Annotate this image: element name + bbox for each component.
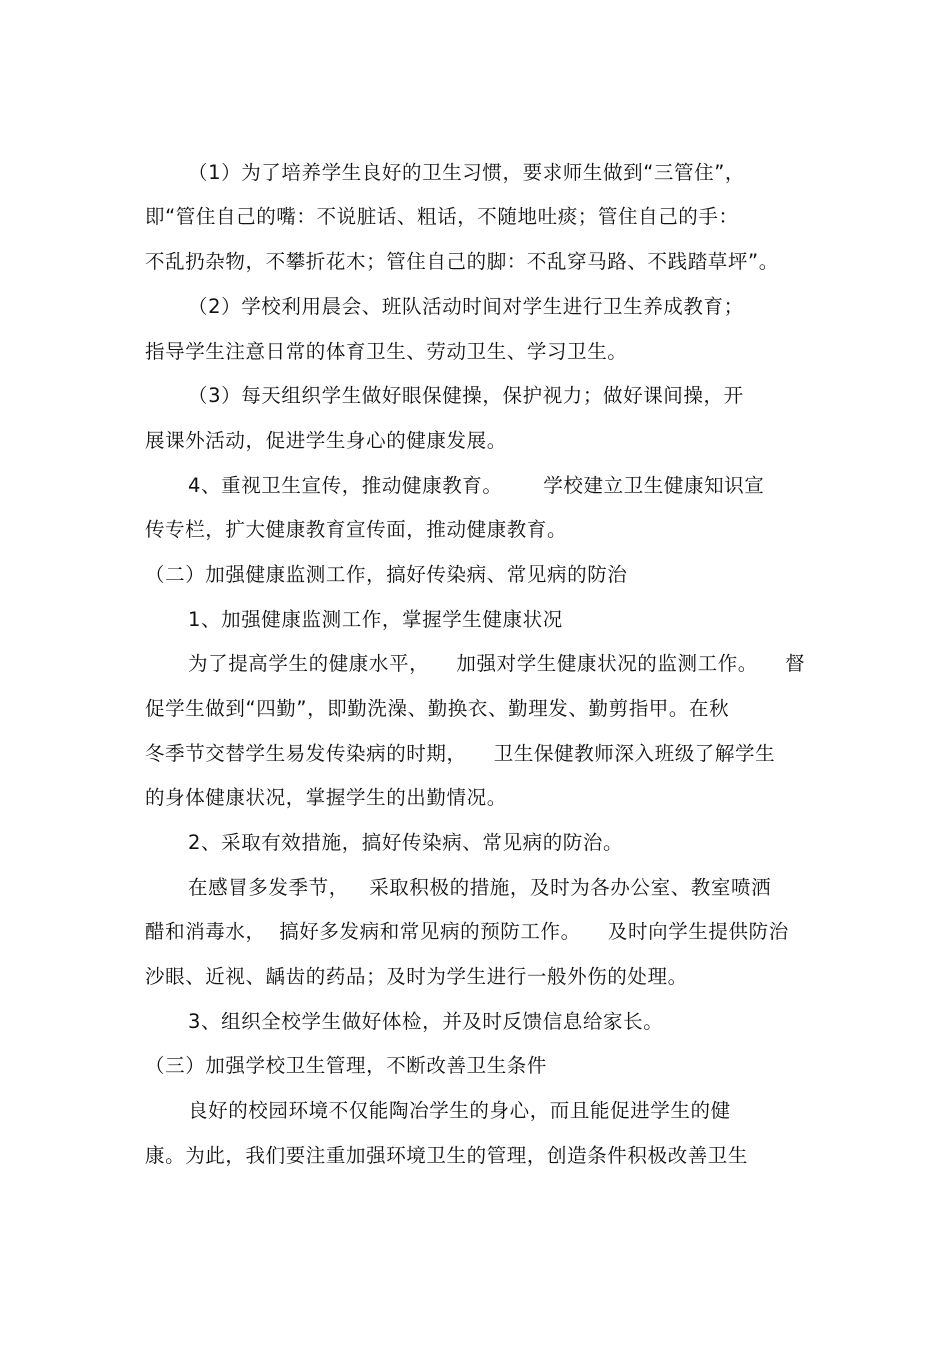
subsection-heading: 2、采取有效措施，搞好传染病、常见病的防治。 — [188, 831, 624, 854]
paragraph-line: 良好的校园环境不仅能陶冶学生的身心，而且能促进学生的健 — [188, 1099, 731, 1122]
subsection-heading: 3、组织全校学生做好体检，并及时反馈信息给家长。 — [188, 1010, 664, 1033]
paragraph-line: 为了提高学生的健康水平， 加强对学生健康状况的监测工作。 督 — [188, 652, 806, 675]
paragraph-line: 醋和消毒水， 搞好多发病和常见病的预防工作。 及时向学生提供防治 — [145, 920, 789, 943]
paragraph-line: （3）每天组织学生做好眼保健操，保护视力；做好课间操，开 — [188, 384, 744, 407]
paragraph-line: 在感冒多发季节， 采取积极的措施，及时为各办公室、教室喷洒 — [188, 876, 772, 899]
paragraph-line: 促学生做到“四勤”，即勤洗澡、勤换衣、勤理发、勤剪指甲。在秋 — [145, 697, 730, 720]
paragraph-line: 不乱扔杂物，不攀折花木；管住自己的脚：不乱穿马路、不践踏草坪”。 — [145, 250, 779, 273]
paragraph-line: （2）学校利用晨会、班队活动时间对学生进行卫生养成教育； — [188, 295, 744, 318]
subsection-heading: 1、加强健康监测工作，掌握学生健康状况 — [188, 608, 563, 631]
paragraph-line: 康。为此，我们要注重加强环境卫生的管理，创造条件积极改善卫生 — [145, 1144, 749, 1167]
paragraph-line: 指导学生注意日常的体育卫生、劳动卫生、学习卫生。 — [145, 340, 628, 363]
paragraph-line: （1）为了培养学生良好的卫生习惯，要求师生做到“三管住”， — [188, 161, 746, 184]
paragraph-line: 传专栏，扩大健康教育宣传面，推动健康教育。 — [145, 518, 568, 541]
paragraph-line: 沙眼、近视、龋齿的药品；及时为学生进行一般外伤的处理。 — [145, 965, 688, 988]
paragraph-line: 4、重视卫生宣传，推动健康教育。 学校建立卫生健康知识宣 — [188, 474, 765, 497]
section-heading: （二）加强健康监测工作，搞好传染病、常见病的防治 — [145, 563, 628, 586]
section-heading: （三）加强学校卫生管理，不断改善卫生条件 — [145, 1054, 548, 1077]
paragraph-line: 的身体健康状况，掌握学生的出勤情况。 — [145, 786, 507, 809]
paragraph-line: 冬季节交替学生易发传染病的时期， 卫生保健教师深入班级了解学生 — [145, 742, 776, 765]
paragraph-line: 展课外活动，促进学生身心的健康发展。 — [145, 429, 507, 452]
paragraph-line: 即“管住自己的嘴：不说脏话、粗话，不随地吐痰；管住自己的手： — [145, 205, 739, 228]
